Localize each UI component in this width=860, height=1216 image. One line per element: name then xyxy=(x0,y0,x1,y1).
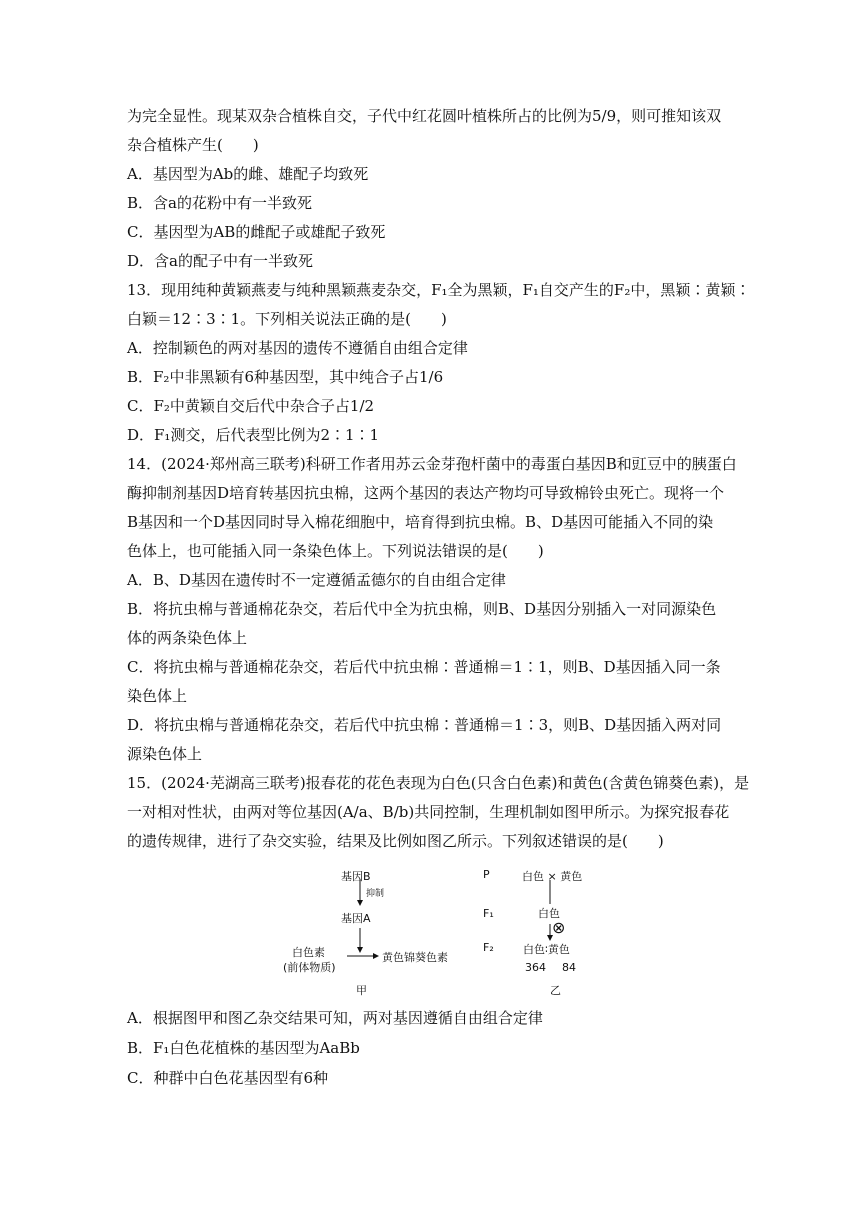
question-13-stem: 13．现用纯种黄颖燕麦与纯种黑颖燕麦杂交，F₁全为黑颖，F₁自交产生的F₂中，黑颖∶黄颖∶ xyxy=(127,281,751,299)
option-d-cont: 源染色体上 xyxy=(127,745,203,763)
precursor-label: (前体物质) xyxy=(283,961,336,974)
option-b-cont: 体的两条染色体上 xyxy=(127,629,248,647)
option-b: B．将抗虫棉与普通棉花杂交，若后代中全为抗虫棉，则B、D基因分别插入一对同源染色 xyxy=(127,600,717,618)
question-15-stem: 15．(2024·芜湖高三联考)报春花的花色表现为白色(只含白色素)和黄色(含黄色锦葵色素)，是 xyxy=(127,774,750,792)
white-pigment-label: 白色素 xyxy=(292,946,325,959)
question-14-stem: 酶抑制剂基因D培育转基因抗虫棉，这两个基因的表达产物均可导致棉铃虫死亡。现将一个 xyxy=(127,484,725,502)
gene-b-label: 基因B xyxy=(341,870,371,883)
question-14-stem: B基因和一个D基因同时导入棉花细胞中，培育得到抗虫棉。B、D基因可能插入不同的染 xyxy=(127,513,714,531)
option-c-cont: 染色体上 xyxy=(127,687,188,705)
text-line: 为完全显性。现某双杂合植株自交，子代中红花圆叶植株所占的比例为5/9，则可推知该双 xyxy=(127,107,722,125)
p-cross-label: 白色 × 黄色 xyxy=(522,870,583,883)
text-line: 杂合植株产生( ) xyxy=(127,136,259,154)
f2-generation-label: F₂ xyxy=(483,941,494,954)
f2-yellow-count: 84 xyxy=(562,961,576,974)
option-b: B．含a的花粉中有一半致死 xyxy=(127,194,312,212)
option-c: C．基因型为AB的雌配子或雄配子致死 xyxy=(127,223,386,241)
option-d: D．含a的配子中有一半致死 xyxy=(127,252,313,270)
figure-jia-label: 甲 xyxy=(356,984,367,997)
f1-generation-label: F₁ xyxy=(483,907,494,920)
option-a: A．根据图甲和图乙杂交结果可知，两对基因遵循自由组合定律 xyxy=(127,1009,543,1027)
option-c: C．将抗虫棉与普通棉花杂交，若后代中抗虫棉∶普通棉＝1∶1，则B、D基因插入同一条 xyxy=(127,658,721,676)
option-c: C．种群中白色花基因型有6种 xyxy=(127,1069,329,1087)
yellow-pigment-label: 黄色锦葵色素 xyxy=(382,951,448,964)
f2-white-count: 364 xyxy=(525,961,546,974)
f2-phenotypes-label: 白色∶黄色 xyxy=(523,943,570,956)
genetics-figure xyxy=(270,862,620,998)
option-c: C．F₂中黄颖自交后代中杂合子占1/2 xyxy=(127,397,375,415)
question-13-stem: 白颖＝12∶3∶1。下列相关说法正确的是( ) xyxy=(127,310,447,328)
inhibit-label: 抑制 xyxy=(366,889,385,899)
option-d: D．将抗虫棉与普通棉花杂交，若后代中抗虫棉∶普通棉＝1∶3，则B、D基因插入两对同 xyxy=(127,716,722,734)
selfing-symbol: ⊗ xyxy=(552,918,566,937)
question-15-stem: 一对相对性状，由两对等位基因(A/a、B/b)共同控制，生理机制如图甲所示。为探究报春花 xyxy=(127,803,730,821)
gene-a-label: 基因A xyxy=(341,912,371,925)
option-a: A．控制颖色的两对基因的遗传不遵循自由组合定律 xyxy=(127,339,468,357)
option-b: B．F₂中非黑颖有6种基因型，其中纯合子占1/6 xyxy=(127,368,444,386)
question-15-stem: 的遗传规律，进行了杂交实验，结果及比例如图乙所示。下列叙述错误的是( ) xyxy=(127,832,664,850)
f1-phenotype-label: 白色 xyxy=(538,907,560,920)
option-d: D．F₁测交，后代表型比例为2∶1∶1 xyxy=(127,426,380,444)
p-generation-label: P xyxy=(483,868,490,881)
question-14-stem: 14．(2024·郑州高三联考)科研工作者用苏云金芽孢杆菌中的毒蛋白基因B和豇豆中的胰蛋白 xyxy=(127,455,737,473)
question-14-stem: 色体上，也可能插入同一条染色体上。下列说法错误的是( ) xyxy=(127,542,544,560)
option-a: A．B、D基因在遗传时不一定遵循孟德尔的自由组合定律 xyxy=(127,571,506,589)
option-a: A．基因型为Ab的雌、雄配子均致死 xyxy=(127,165,369,183)
figure-yi-label: 乙 xyxy=(550,984,561,997)
option-b: B．F₁白色花植株的基因型为AaBb xyxy=(127,1039,360,1057)
